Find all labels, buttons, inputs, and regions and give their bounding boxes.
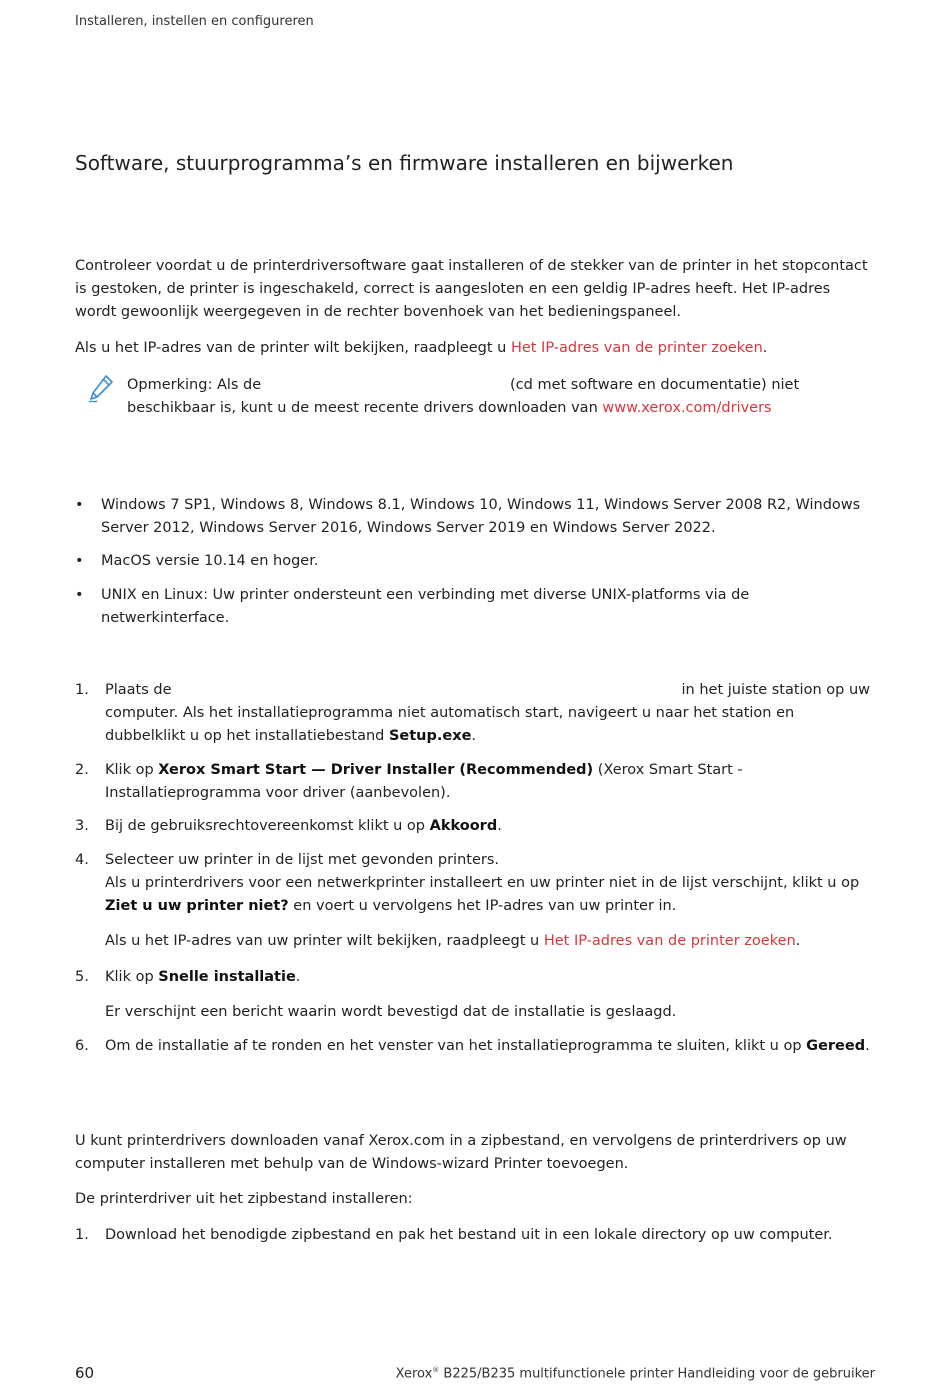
step-2-translation: (Xerox Smart Start - Installatieprogramma voor driver (aanbevolen). (105, 762, 743, 801)
step-text: Download het benodigde zipbestand en pak het bestand uit in een lokale directory op uw computer. (105, 1227, 833, 1243)
step-number: 4. (75, 852, 89, 868)
ziet-u-uw-printer-niet-label: Ziet u uw printer niet? (105, 898, 289, 914)
step-1-period: . (471, 728, 477, 744)
step-1-start: Plaats de (105, 682, 172, 698)
step-text (105, 1035, 870, 1058)
gereed-label: Gereed (806, 1038, 866, 1054)
list-item-text: MacOS versie 10.14 en hoger. (101, 553, 319, 569)
intro-paragraph: Controleer voordat u de printerdriversoftware gaat installeren of de stekker van de printer in het stopcontact is gestoken, de printer is ingeschakeld, correct is aangesloten en een geldig IP-adres heeft. Het IP-adres wordt gewoonlijk weergegeven in de rechter bovenhoek van het bedieningspaneel. (75, 258, 868, 320)
step-5-sub-text: Er verschijnt een bericht waarin wordt bevestigd dat de installatie is geslaagd. (105, 1004, 677, 1020)
step-4-sub-text: Als u het IP-adres van uw printer wilt bekijken, raadpleegt u (105, 933, 544, 949)
step-text (105, 966, 870, 1024)
step-number: 1. (75, 682, 89, 698)
step-1-text: computer. Als het installatieprogramma niet automatisch start, navigeert u naar het station en dubbelklikt u op het installatiebestand (105, 705, 795, 744)
step-1-end: in het juiste station op uw (681, 682, 870, 698)
step-4-text-end: en voert u vervolgens het IP-adres van uw printer in. (288, 898, 677, 914)
step-number: 1. (75, 1227, 89, 1243)
ip-address-period: . (762, 340, 768, 356)
step-number: 6. (75, 1038, 89, 1054)
step-5-text: Klik op (105, 969, 159, 985)
bullet-icon: • (75, 553, 84, 569)
step-4-line1: Selecteer uw printer in de lijst met gevonden printers. (105, 852, 500, 868)
zip-install-heading: De printerdriver uit het zipbestand installeren: (75, 1191, 413, 1207)
list-item-text: Windows 7 SP1, Windows 8, Windows 8.1, Windows 10, Windows 11, Windows Server 2008 R2, Windows Server 2012, Windows Server 2016, Windows Server 2019 en Windows Server 2022. (101, 497, 861, 536)
step-number: 5. (75, 969, 89, 985)
step-2-text: Klik op (105, 762, 159, 778)
footer-title (396, 1366, 875, 1381)
step-6-period: . (865, 1038, 870, 1054)
step-3-period: . (497, 818, 502, 834)
step-number: 2. (75, 762, 89, 778)
page-title: Software, stuurprogramma’s en firmware installeren en bijwerken (75, 151, 734, 175)
note-line1-end: (cd met software en documentatie) niet (510, 377, 800, 393)
ip-address-text: Als u het IP-adres van de printer wilt bekijken, raadpleegt u (75, 340, 511, 356)
running-header: Installeren, instellen en configureren (75, 14, 314, 29)
zip-intro-paragraph: U kunt printerdrivers downloaden vanaf Xerox.com in a zipbestand, en vervolgens de printerdrivers op uw computer installeren met behulp van de Windows-wizard Printer toevoegen. (75, 1133, 847, 1172)
ip-address-link[interactable]: Het IP-adres van de printer zoeken (510, 340, 763, 356)
drivers-download-link[interactable]: www.xerox.com/drivers (602, 400, 772, 416)
ip-address-link-2[interactable]: Het IP-adres van de printer zoeken (543, 933, 796, 949)
driver-installer-label: Xerox Smart Start — Driver Installer (Recommended) (158, 762, 594, 778)
ip-address-paragraph (75, 337, 875, 360)
step-3-text: Bij de gebruiksrechtovereenkomst klikt u op (105, 818, 430, 834)
step-4-sub-period: . (795, 933, 801, 949)
step-text (105, 849, 870, 953)
step-6-text: Om de installatie af te ronden en het venster van het installatieprogramma te sluiten, klikt u op (105, 1038, 807, 1054)
step-text (105, 679, 870, 748)
step-text (105, 815, 870, 838)
step-text (105, 759, 870, 805)
page-number: 60 (75, 1364, 95, 1382)
list-item-text: UNIX en Linux: Uw printer ondersteunt een verbinding met diverse UNIX-platforms via de netwerkinterface. (101, 587, 750, 626)
bullet-icon: • (75, 497, 84, 513)
note-line1-start: Opmerking: Als de (127, 377, 262, 393)
bullet-icon: • (75, 587, 84, 603)
snelle-installatie-label: Snelle installatie (158, 969, 296, 985)
akkoord-label: Akkoord (429, 818, 498, 834)
registered-mark: ® (432, 1366, 440, 1374)
setup-exe-label: Setup.exe (388, 728, 472, 744)
step-4-text: Als u printerdrivers voor een netwerkprinter installeert en uw printer niet in de lijst verschijnt, klikt u op (105, 875, 860, 891)
step-number: 3. (75, 818, 89, 834)
footer-brand: Xerox (395, 1366, 433, 1382)
footer-title-text: B225/B235 multifunctionele printer Handleiding voor de gebruiker (439, 1366, 875, 1382)
pencil-note-icon (88, 374, 114, 404)
note-line2-text: beschikbaar is, kunt u de meest recente drivers downloaden van (127, 400, 603, 416)
note-text (127, 374, 827, 420)
step-5-period: . (295, 969, 301, 985)
